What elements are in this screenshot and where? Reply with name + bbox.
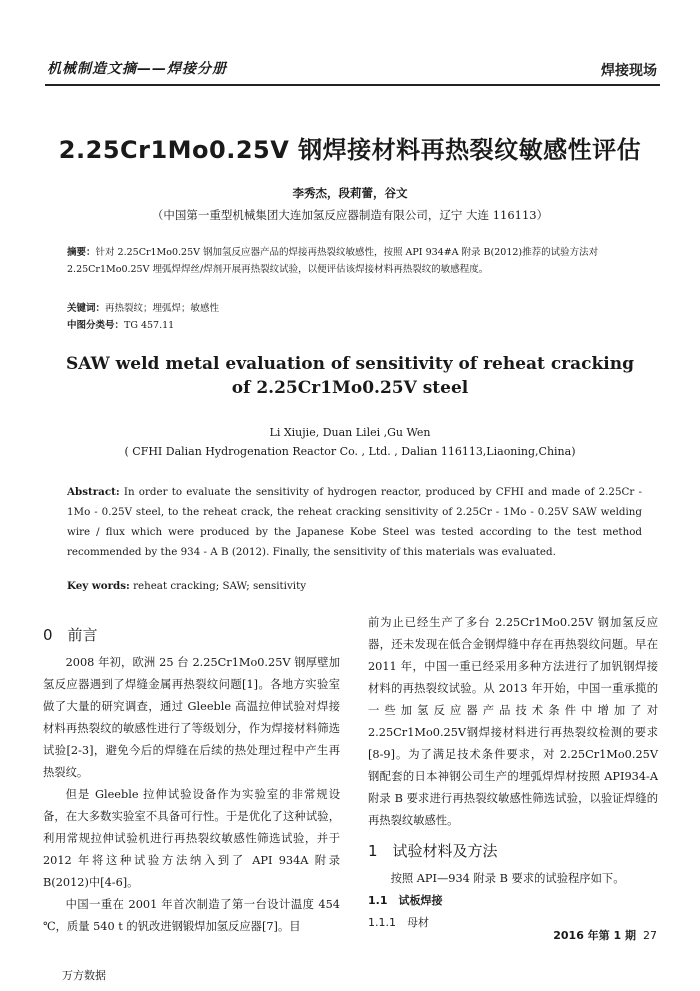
section-heading-introduction: 0 前言: [43, 626, 98, 644]
header-divider: [45, 84, 660, 86]
issue-label: 2016 年第 1 期: [553, 929, 636, 942]
abstract-en-label: Abstract:: [67, 486, 120, 498]
keywords-english: [67, 580, 306, 592]
page-number: 27: [643, 929, 657, 942]
subsection-heading: 1.1 试板焊接: [368, 894, 443, 907]
body-column-left: [43, 620, 340, 938]
keywords-label: 关键词：: [67, 303, 106, 314]
abstract-label: 摘要：: [67, 247, 96, 258]
section-heading-materials: 1 试验材料及方法: [368, 842, 498, 860]
paragraph: 2008 年初，欧洲 25 台 2.25Cr1Mo0.25V 钢厚壁加氢反应器遇到了焊缝金属再热裂纹问题[1]。各地方实验室做了大量的研究调查，通过 Gleeble 高温拉伸试验对焊接材料再热裂纹的敏感性进行了等级划分，作为焊接材料筛选试验[2-3]，避免今后的焊缝在后续的热处理过程中产生再热裂纹。: [43, 656, 340, 779]
paragraph: 中国一重在 2001 年首次制造了第一台设计温度 454 ℃，质量 540 t 的钒改进钢锻焊加氢反应器[7]。目: [43, 898, 340, 933]
title-chinese: 2.25Cr1Mo0.25V 钢焊接材料再热裂纹敏感性评估: [58, 136, 642, 164]
keywords-en-label: Key words:: [67, 580, 130, 592]
clc-text: TG 457.11: [124, 320, 175, 331]
title-english-line2: of 2.25Cr1Mo0.25V steel: [231, 378, 469, 398]
abstract-chinese: [67, 244, 642, 278]
page-footer: [553, 927, 657, 943]
paragraph: 前为止已经生产了多台 2.25Cr1Mo0.25V 钢加氢反应器，还未发现在低合金钢焊缝中存在再热裂纹问题。早在 2011 年，中国一重已经采用多种方法进行了加钒钢焊接材料的再热裂纹试验。从 2013 年开始，中国一重承揽的一些加氢反应器产品技术条件中增加了对 2.25Cr1Mo0.25V钢焊接材料进行再热裂纹检测的要求[8-9]。为了满足技术条件要求，对 2.25Cr1Mo0.25V 钢配套的日本神钢公司生产的埋弧焊焊材按照 API934-A 附录 B 要求进行再热裂纹敏感性筛选试验，以验证焊缝的再热裂纹敏感性。: [368, 616, 658, 827]
authors-chinese: 李秀杰，段莉蕾，谷文: [292, 186, 408, 200]
affiliation-chinese: （中国第一重型机械集团大连加氢反应器制造有限公司，辽宁 大连 116113）: [151, 208, 549, 222]
journal-name: 机械制造文摘——焊接分册: [47, 61, 227, 77]
abstract-english: [67, 482, 642, 562]
abstract-text: 针对 2.25Cr1Mo0.25V 钢加氢反应器产品的焊接再热裂纹敏感性，按照 API 934#A 附录 B(2012)推荐的试验方法对 2.25Cr1Mo0.25V 埋弧焊焊丝/焊剂开展再热裂纹试验，以便评估该焊接材料再热裂纹的敏感程度。: [67, 247, 599, 275]
title-english: [0, 352, 700, 400]
section-name: 焊接现场: [601, 63, 657, 79]
source-watermark: 万方数据: [62, 969, 106, 982]
title-english-line1: SAW weld metal evaluation of sensitivity of reheat cracking: [66, 354, 634, 374]
body-column-right: [368, 612, 658, 934]
clc-number: [67, 317, 174, 331]
keywords-chinese: [67, 300, 219, 314]
clc-label: 中图分类号：: [67, 320, 125, 331]
affiliation-english: ( CFHI Dalian Hydrogenation Reactor Co. , Ltd. , Dalian 116113,Liaoning,China): [124, 445, 576, 458]
authors-english: Li Xiujie, Duan Lilei ,Gu Wen: [269, 426, 431, 439]
abstract-en-text: In order to evaluate the sensitivity of hydrogen reactor, produced by CFHI and made of 2.25Cr - 1Mo - 0.25V steel, to the reheat crack, the reheat cracking sensitivity of 2.25Cr - 1Mo - 0.25V SAW welding wire / flux which were produced by the Japanese Kobe Steel was tested according to the test method recommended by the 934 - A B (2012). Finally, the sensitivity of this materials was evaluated.: [67, 486, 642, 558]
paragraph: 按照 API—934 附录 B 要求的试验程序如下。: [390, 872, 625, 885]
subsubsection-heading: 1.1.1 母材: [368, 916, 429, 929]
keywords-text: 再热裂纹；埋弧焊；敏感性: [105, 303, 220, 314]
paragraph: 但是 Gleeble 拉伸试验设备作为实验室的非常规设备，在大多数实验室不具备可行性。于是优化了这种试验，利用常规拉伸试验机进行再热裂纹敏感性筛选试验，并于 2012 年将这种试验方法纳入到了 API 934A 附录 B(2012)中[4-6]。: [43, 788, 340, 889]
keywords-en-text: reheat cracking; SAW; sensitivity: [129, 580, 307, 592]
